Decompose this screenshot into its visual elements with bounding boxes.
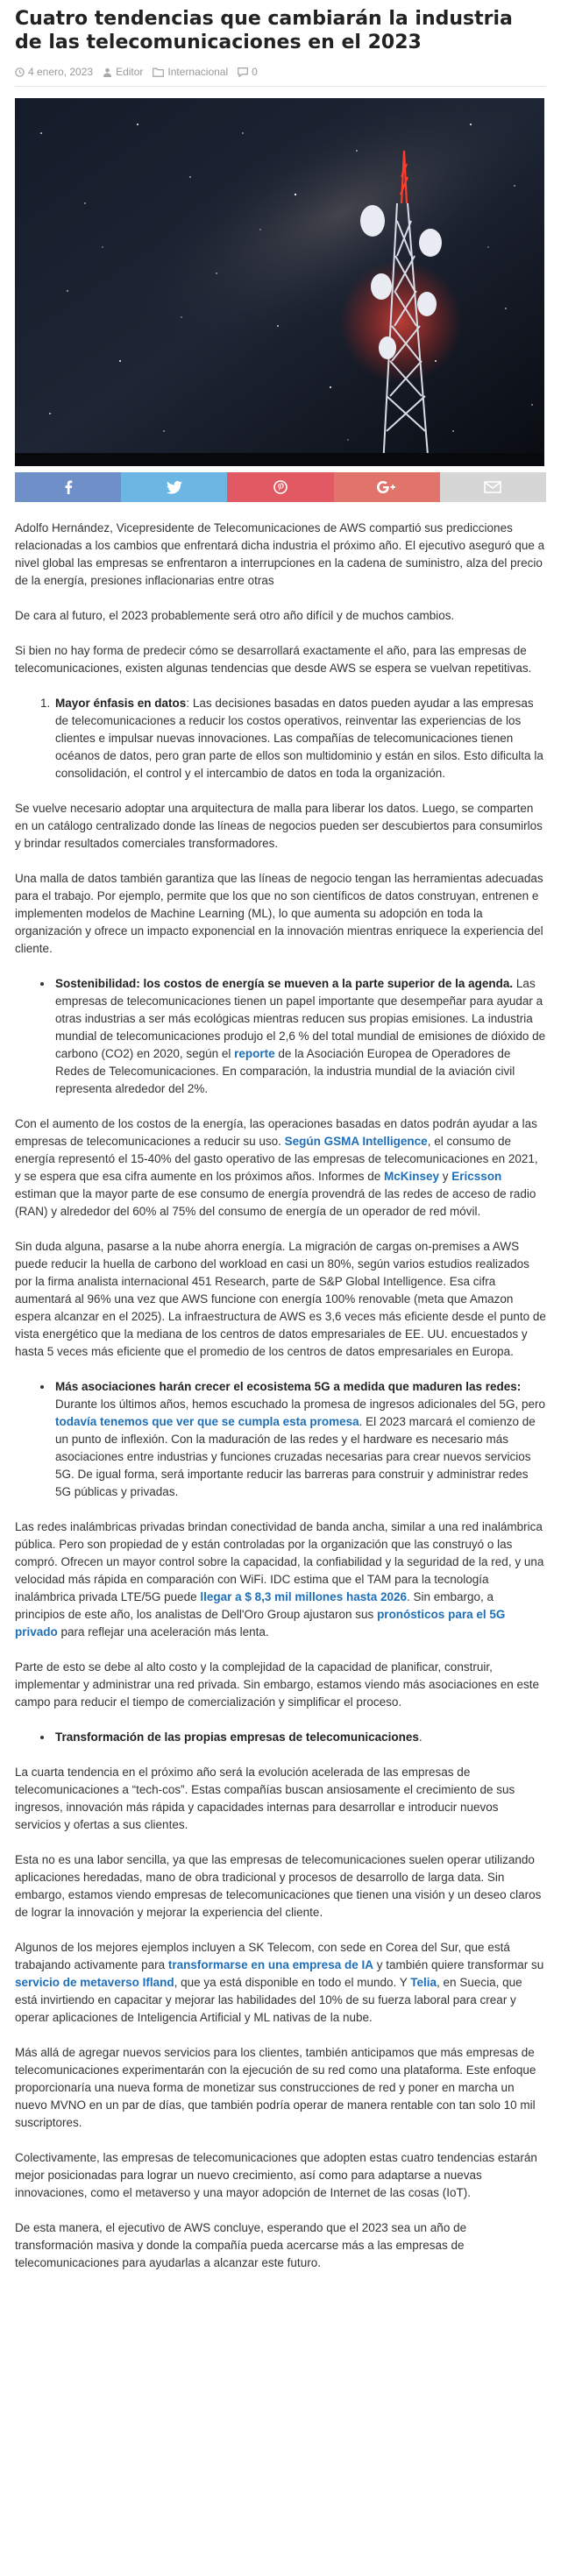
meta-comments[interactable]	[238, 66, 258, 78]
trend-title: Más asociaciones harán crecer el ecosistema 5G a medida que maduren las redes:	[55, 1380, 522, 1393]
paragraph-legacy: Esta no es una labor sencilla, ya que las empresas de telecomunicaciones suelen operar utilizando aplicaciones heredadas, mano de obra tradicional y procesos de desarrollo de larga data. Sin embargo, estamos viendo empresas de telecomunicaciones que tienen una visión y un deseo claros de lograr la innovación y mejorar la experiencia del cliente.	[15, 1853, 542, 1919]
link-sk-ai[interactable]: transformarse en una empresa de IA	[167, 1958, 373, 1971]
paragraph-outlook: De cara al futuro, el 2023 probablemente será otro año difícil y de muchos cambios.	[15, 609, 455, 622]
text: Algunos de los mejores ejemplos incluyen a SK Telecom, con sede en Corea del Sur, que está trabajando activamente para	[15, 1941, 510, 1971]
paragraph-cloud-energy: Sin duda alguna, pasarse a la nube ahorra energía. La migración de cargas on-premises a AWS puede reducir la huella de carbono del workload en casi un 80%, según varios estudios realizados por la firma analista internacional 451 Research, parte de S&P Global Intelligence. Esa cifra aumentará al 96% una vez que AWS funcione con energía 100% renovable (meta que Amazon espera alcanzar en el 2025). La infraestructura de AWS es 3,6 veces más eficiente desde el punto de vista energético que la mediana de los centros de datos empresariales de EE. UU. encuestados y hasta 5 veces más eficiente que el promedio de los centros de datos empresariales en Europa.	[15, 1240, 546, 1358]
text: , que ya está disponible en todo el mundo. Y	[174, 1976, 411, 1989]
link-reporte[interactable]: reporte	[234, 1047, 275, 1060]
trend-list-2	[15, 975, 546, 1098]
share-facebook-button[interactable]	[15, 472, 121, 502]
paragraph-tech-cos: La cuarta tendencia en el próximo año será la evolución acelerada de las empresas de telecomunicaciones a “tech-cos”. Estas compañías buscan ansiosamente el crecimiento de sus ingresos, innovación más rápida y capacidades internas para desarrollar e introducir nuevos servicios y ofertas a sus clientes.	[15, 1766, 515, 1831]
link-telia[interactable]: Telia	[410, 1976, 437, 1989]
article-body	[15, 520, 546, 2272]
hero-image	[15, 98, 544, 466]
meta-comments-count: 0	[252, 66, 258, 78]
paragraph-intro: Adolfo Hernández, Vicepresidente de Telecomunicaciones de AWS compartió sus predicciones relacionadas a los cambios que enfrentará dicha industria el próximo año. El ejecutivo aseguró que a nivel global las empresas se enfrentaron a interrupciones en la cadena de suministro, alza del precio de la energía, presiones inflacionarias entre otras	[15, 521, 545, 587]
google-plus-icon	[377, 481, 396, 493]
twitter-icon	[167, 481, 182, 494]
trend-text: Durante los últimos años, hemos escuchado la promesa de ingresos adicionales del 5G, pero	[55, 1398, 546, 1411]
text: Con el aumento de los costos de la energía, las operaciones basadas en datos podrán ayudar a las empresas de telecomunicaciones a reducir su uso.	[15, 1117, 537, 1148]
trend-text: : Las decisiones basadas en datos pueden ayudar a las empresas de telecomunicaciones a reducir los costos operativos, reinventar las experiencias de los clientes e impulsar nuevas innovaciones. Las compañías de telecomunicaciones tienen océanos de datos, pero gran parte de ellos son multidominio y están en silos. Esto dificulta la consolidación, el control y el intercambio de datos en toda la organización.	[55, 697, 543, 780]
trend-item-5g	[53, 1378, 546, 1501]
trend-text: de la Asociación Europea de Operadores de Redes de Telecomunicaciones. En comparación, la industria mundial de la aviación civil representa alrededor del 2%.	[55, 1047, 515, 1095]
trend-title: Mayor énfasis en datos	[55, 697, 187, 710]
meta-date	[15, 66, 93, 78]
link-private-5g-forecast[interactable]: pronósticos para el 5G privado	[15, 1608, 506, 1638]
text: y también quiere transformar su	[373, 1958, 544, 1971]
trend-item-transformation	[53, 1729, 546, 1746]
text: estiman que la mayor parte de ese consumo de energía provendrá de las redes de acceso de radio (RAN) y alrededor del 60% al 75% del consumo de energía de un operador de red móvil.	[15, 1187, 536, 1218]
meta-category[interactable]	[153, 66, 228, 78]
text: , el consumo de energía representó el 15-40% del gasto operativo de las empresas de telecomunicaciones en 2021, y se espera que esa cifra aumente en los próximos años. Informes de	[15, 1135, 538, 1183]
paragraph-collective: Colectivamente, las empresas de telecomunicaciones que adopten estas cuatro tendencias estarán mejor posicionadas para lograr un nuevo crecimiento, así como para adaptarse a nuevas innovaciones, como el metaverso y una mayor adopción de Internet de las cosas (IoT).	[15, 2151, 537, 2199]
clock-icon	[15, 67, 25, 77]
folder-icon	[153, 67, 164, 77]
text: para reflejar una aceleración más lenta.	[57, 1625, 269, 1638]
trend-title: Sostenibilidad: los costos de energía se mueven a la parte superior de la agenda.	[55, 977, 514, 990]
user-icon	[103, 67, 112, 77]
text: Las redes inalámbricas privadas brindan conectividad de banda ancha, similar a una red inalámbrica pública. Pero son propiedad de y están controladas por la organización que las construyó o las compró. Ofrecen un mayor control sobre la capacidad, la confiabilidad y la seguridad de la red, y una velocidad más rápida en comparación con WiFi. IDC estima que el TAM para la tecnología inalámbrica privada LTE/5G puede	[15, 1520, 544, 1603]
share-twitter-button[interactable]	[121, 472, 227, 502]
meta-author-text: Editor	[116, 66, 144, 78]
paragraph-private-networks	[15, 1518, 546, 1641]
share-pinterest-button[interactable]	[227, 472, 333, 502]
facebook-icon	[64, 480, 73, 494]
trend-list-4	[15, 1729, 546, 1746]
trend-item-data	[53, 695, 546, 782]
trend-text: Las empresas de telecomunicaciones tienen un papel importante que desempeñar para ayudar a otras industrias a ser más ecológicas mientras reducen sus propias emisiones. La industria mundial de telecomunicaciones produjo el 2,6 % del total mundial de emisiones de dióxido de carbono (CO2) en 2020, según el	[55, 977, 546, 1060]
trend-text: . El 2023 marcará el comienzo de un punto de inflexión. Con la maduración de las redes y el hardware es necesario más asociaciones entre industrias y funciones cruzadas necesarias para crear nuevos servicios 5G. De igual forma, será importante reducir las barreras para construir y administrar redes 5G públicas y privadas.	[55, 1415, 536, 1498]
article-title: Cuatro tendencias que cambiarán la industria de las telecomunicaciones en el 2023	[15, 8, 513, 53]
text: . Sin embargo, a principios de este año, los analistas de Dell'Oro Group ajustaron sus	[15, 1590, 494, 1621]
trend-title: Transformación de las propias empresas de telecomunicaciones	[55, 1730, 419, 1744]
comment-icon	[238, 67, 248, 77]
trend-text: .	[418, 1730, 423, 1744]
meta-date-text: 4 enero, 2023	[28, 66, 94, 78]
paragraph-network-platform: Más allá de agregar nuevos servicios para los clientes, también anticipamos que más empresas de telecomunicaciones experimentarán con la ejecución de su red como una plataforma. Este enfoque proporcionaría una nueva forma de monetizar sus construcciones de red y poner en marcha un nuevo MVNO en un par de días, que también podría operar de manera rentable con tan solo 10 mil suscriptores.	[15, 2046, 536, 2129]
trend-item-sustainability	[53, 975, 546, 1098]
paragraph-energy-costs	[15, 1115, 546, 1221]
link-ericsson[interactable]: Ericsson	[451, 1170, 502, 1183]
share-email-button[interactable]	[440, 472, 546, 502]
pinterest-icon	[273, 480, 288, 494]
meta-author[interactable]	[103, 66, 143, 78]
paragraph-conclusion: De esta manera, el ejecutivo de AWS concluye, esperando que el 2023 sea un año de transformación masiva y donde la compañía pueda acercarse más a las empresas de telecomunicaciones para ayudarlas a alcanzar este futuro.	[15, 2221, 467, 2269]
share-bar	[15, 472, 546, 502]
paragraph-data-mesh: Se vuelve necesario adoptar una arquitectura de malla para liberar los datos. Luego, se comparten en un catálogo centralizado donde las líneas de negocios pueden ser descubiertos para consumirlos y brindar resultados comerciales transformadores.	[15, 802, 543, 850]
meta-category-text: Internacional	[167, 66, 229, 78]
share-google-plus-button[interactable]	[334, 472, 440, 502]
envelope-icon	[484, 481, 501, 493]
article-meta	[15, 66, 546, 87]
link-gsma-intelligence[interactable]: Según GSMA Intelligence	[284, 1135, 428, 1148]
text: y	[439, 1170, 452, 1183]
link-mckinsey[interactable]: McKinsey	[383, 1170, 440, 1183]
paragraph-data-mesh-tools: Una malla de datos también garantiza que las líneas de negocio tengan las herramientas adecuadas para el trabajo. Por ejemplo, permite que los que no son científicos de datos construyan, entrenen e implementen modelos de Machine Learning (ML), lo que aumenta su adopción en toda la organización y ofrece un impacto exponencial en la innovación mientras enriquece la experiencia del cliente.	[15, 872, 543, 955]
link-idc-tam[interactable]: llegar a $ 8,3 mil millones hasta 2026	[200, 1590, 407, 1603]
link-ifland[interactable]: servicio de metaverso Ifland	[15, 1976, 174, 1989]
link-5g-promise[interactable]: todavía tenemos que ver que se cumpla esta promesa	[55, 1415, 359, 1428]
paragraph-trends-intro: Si bien no hay forma de predecir cómo se desarrollará exactamente el año, para las empresas de telecomunicaciones, existen algunas tendencias que desde AWS se espera se vuelvan repetitivas.	[15, 644, 532, 675]
trend-list-1	[15, 695, 546, 782]
trend-list-3	[15, 1378, 546, 1501]
paragraph-examples	[15, 1939, 546, 2027]
text: , en Suecia, que está invirtiendo en capacitar y mejorar las habilidades del 10% de su fuerza laboral para crear y operar aplicaciones de Inteligencia Artificial y ML nativas de la nube.	[15, 1976, 522, 2024]
paragraph-private-network-cost: Parte de esto se debe al alto costo y la complejidad de la capacidad de planificar, construir, implementar y administrar una red privada. Sin embargo, estamos viendo más asociaciones en este campo para reducir el tiempo de comercialización y simplificar el proceso.	[15, 1660, 540, 1709]
